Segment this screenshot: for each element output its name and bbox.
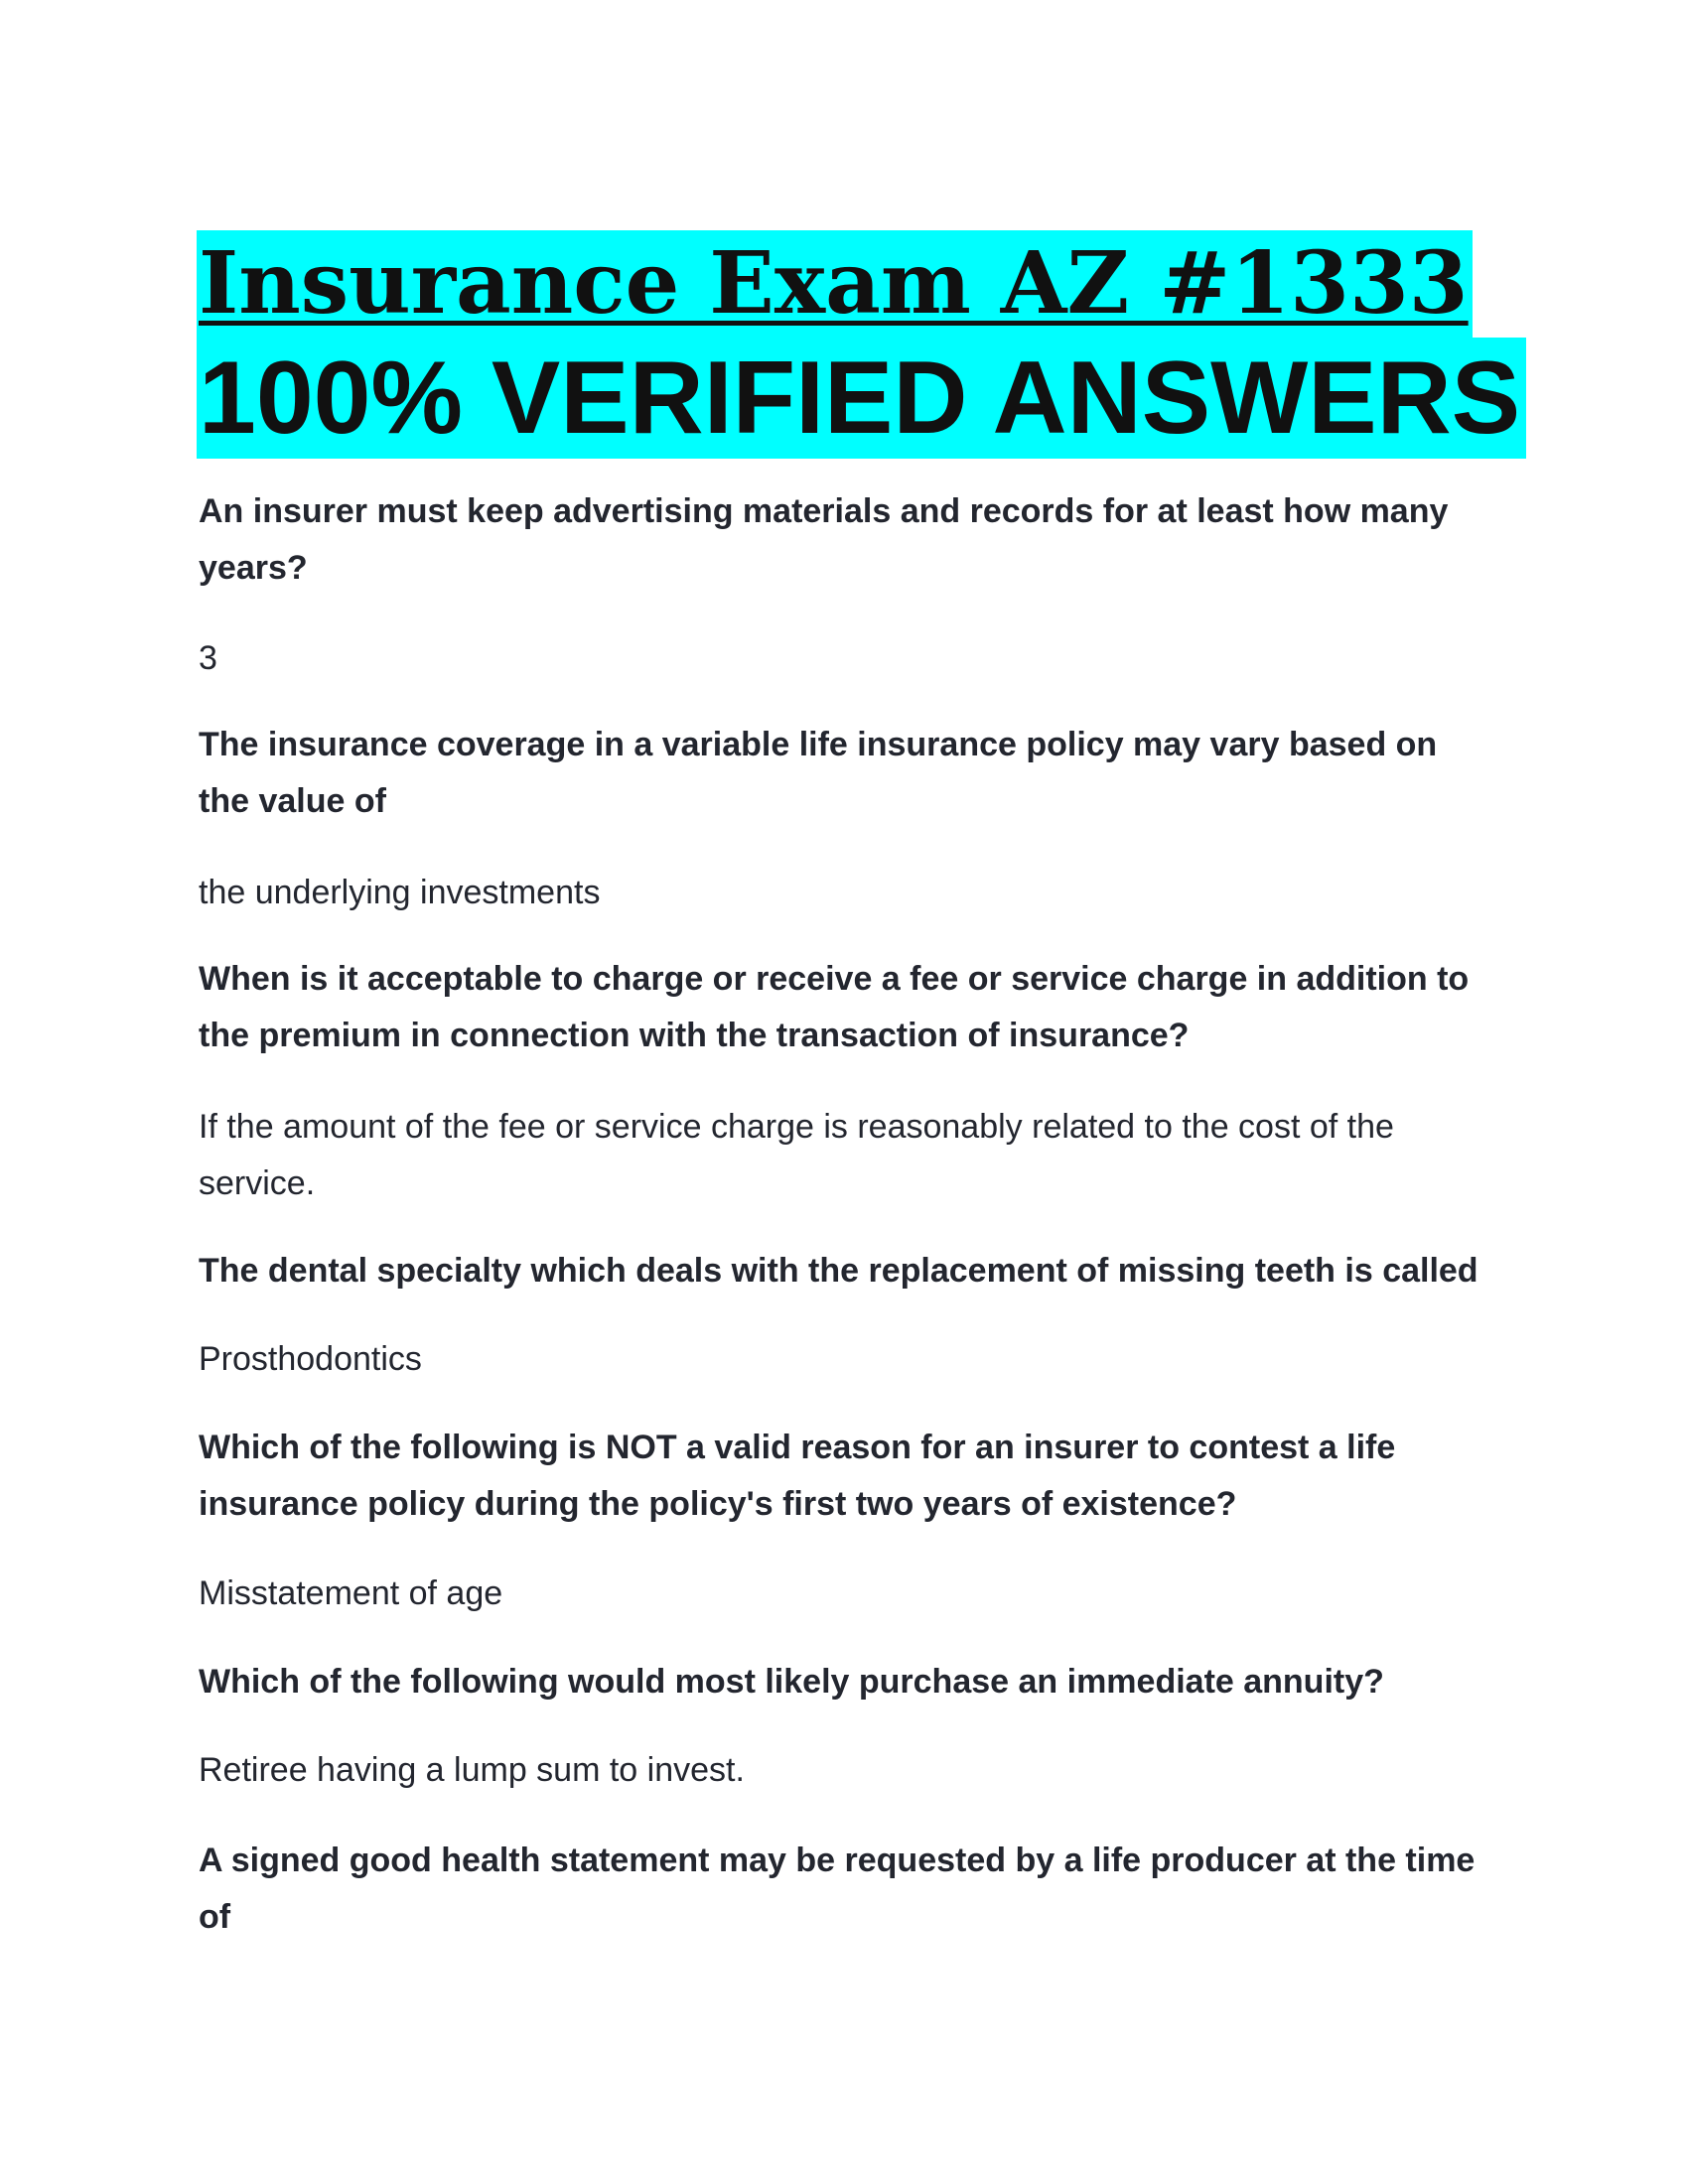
question-3: When is it acceptable to charge or receive a fee or service charge in addition to the premium in connection with the transaction of insurance? [199, 960, 1470, 1054]
question-7: A signed good health statement may be requested by a life producer at the time of [199, 1842, 1476, 1936]
document-subtitle: 100% VERIFIED ANSWERS [197, 338, 1526, 459]
question-1: An insurer must keep advertising materials and records for at least how many years? [199, 492, 1449, 587]
question-4: The dental specialty which deals with the replacement of missing teeth is called [199, 1252, 1478, 1290]
question-5: Which of the following is NOT a valid reason for an insurer to contest a life insurance policy during the policy's first two years of existence? [199, 1429, 1396, 1523]
document-title: Insurance Exam AZ #1333 [197, 230, 1473, 338]
answer-4: Prosthodontics [199, 1340, 422, 1378]
answer-3: If the amount of the fee or service charge is reasonably related to the cost of the service. [199, 1108, 1394, 1202]
answer-1: 3 [199, 639, 217, 677]
answer-5: Misstatement of age [199, 1574, 503, 1612]
question-2: The insurance coverage in a variable life insurance policy may vary based on the value of [199, 726, 1438, 820]
answer-2: the underlying investments [199, 874, 601, 911]
question-6: Which of the following would most likely purchase an immediate annuity? [199, 1663, 1384, 1701]
answer-6: Retiree having a lump sum to invest. [199, 1751, 745, 1789]
